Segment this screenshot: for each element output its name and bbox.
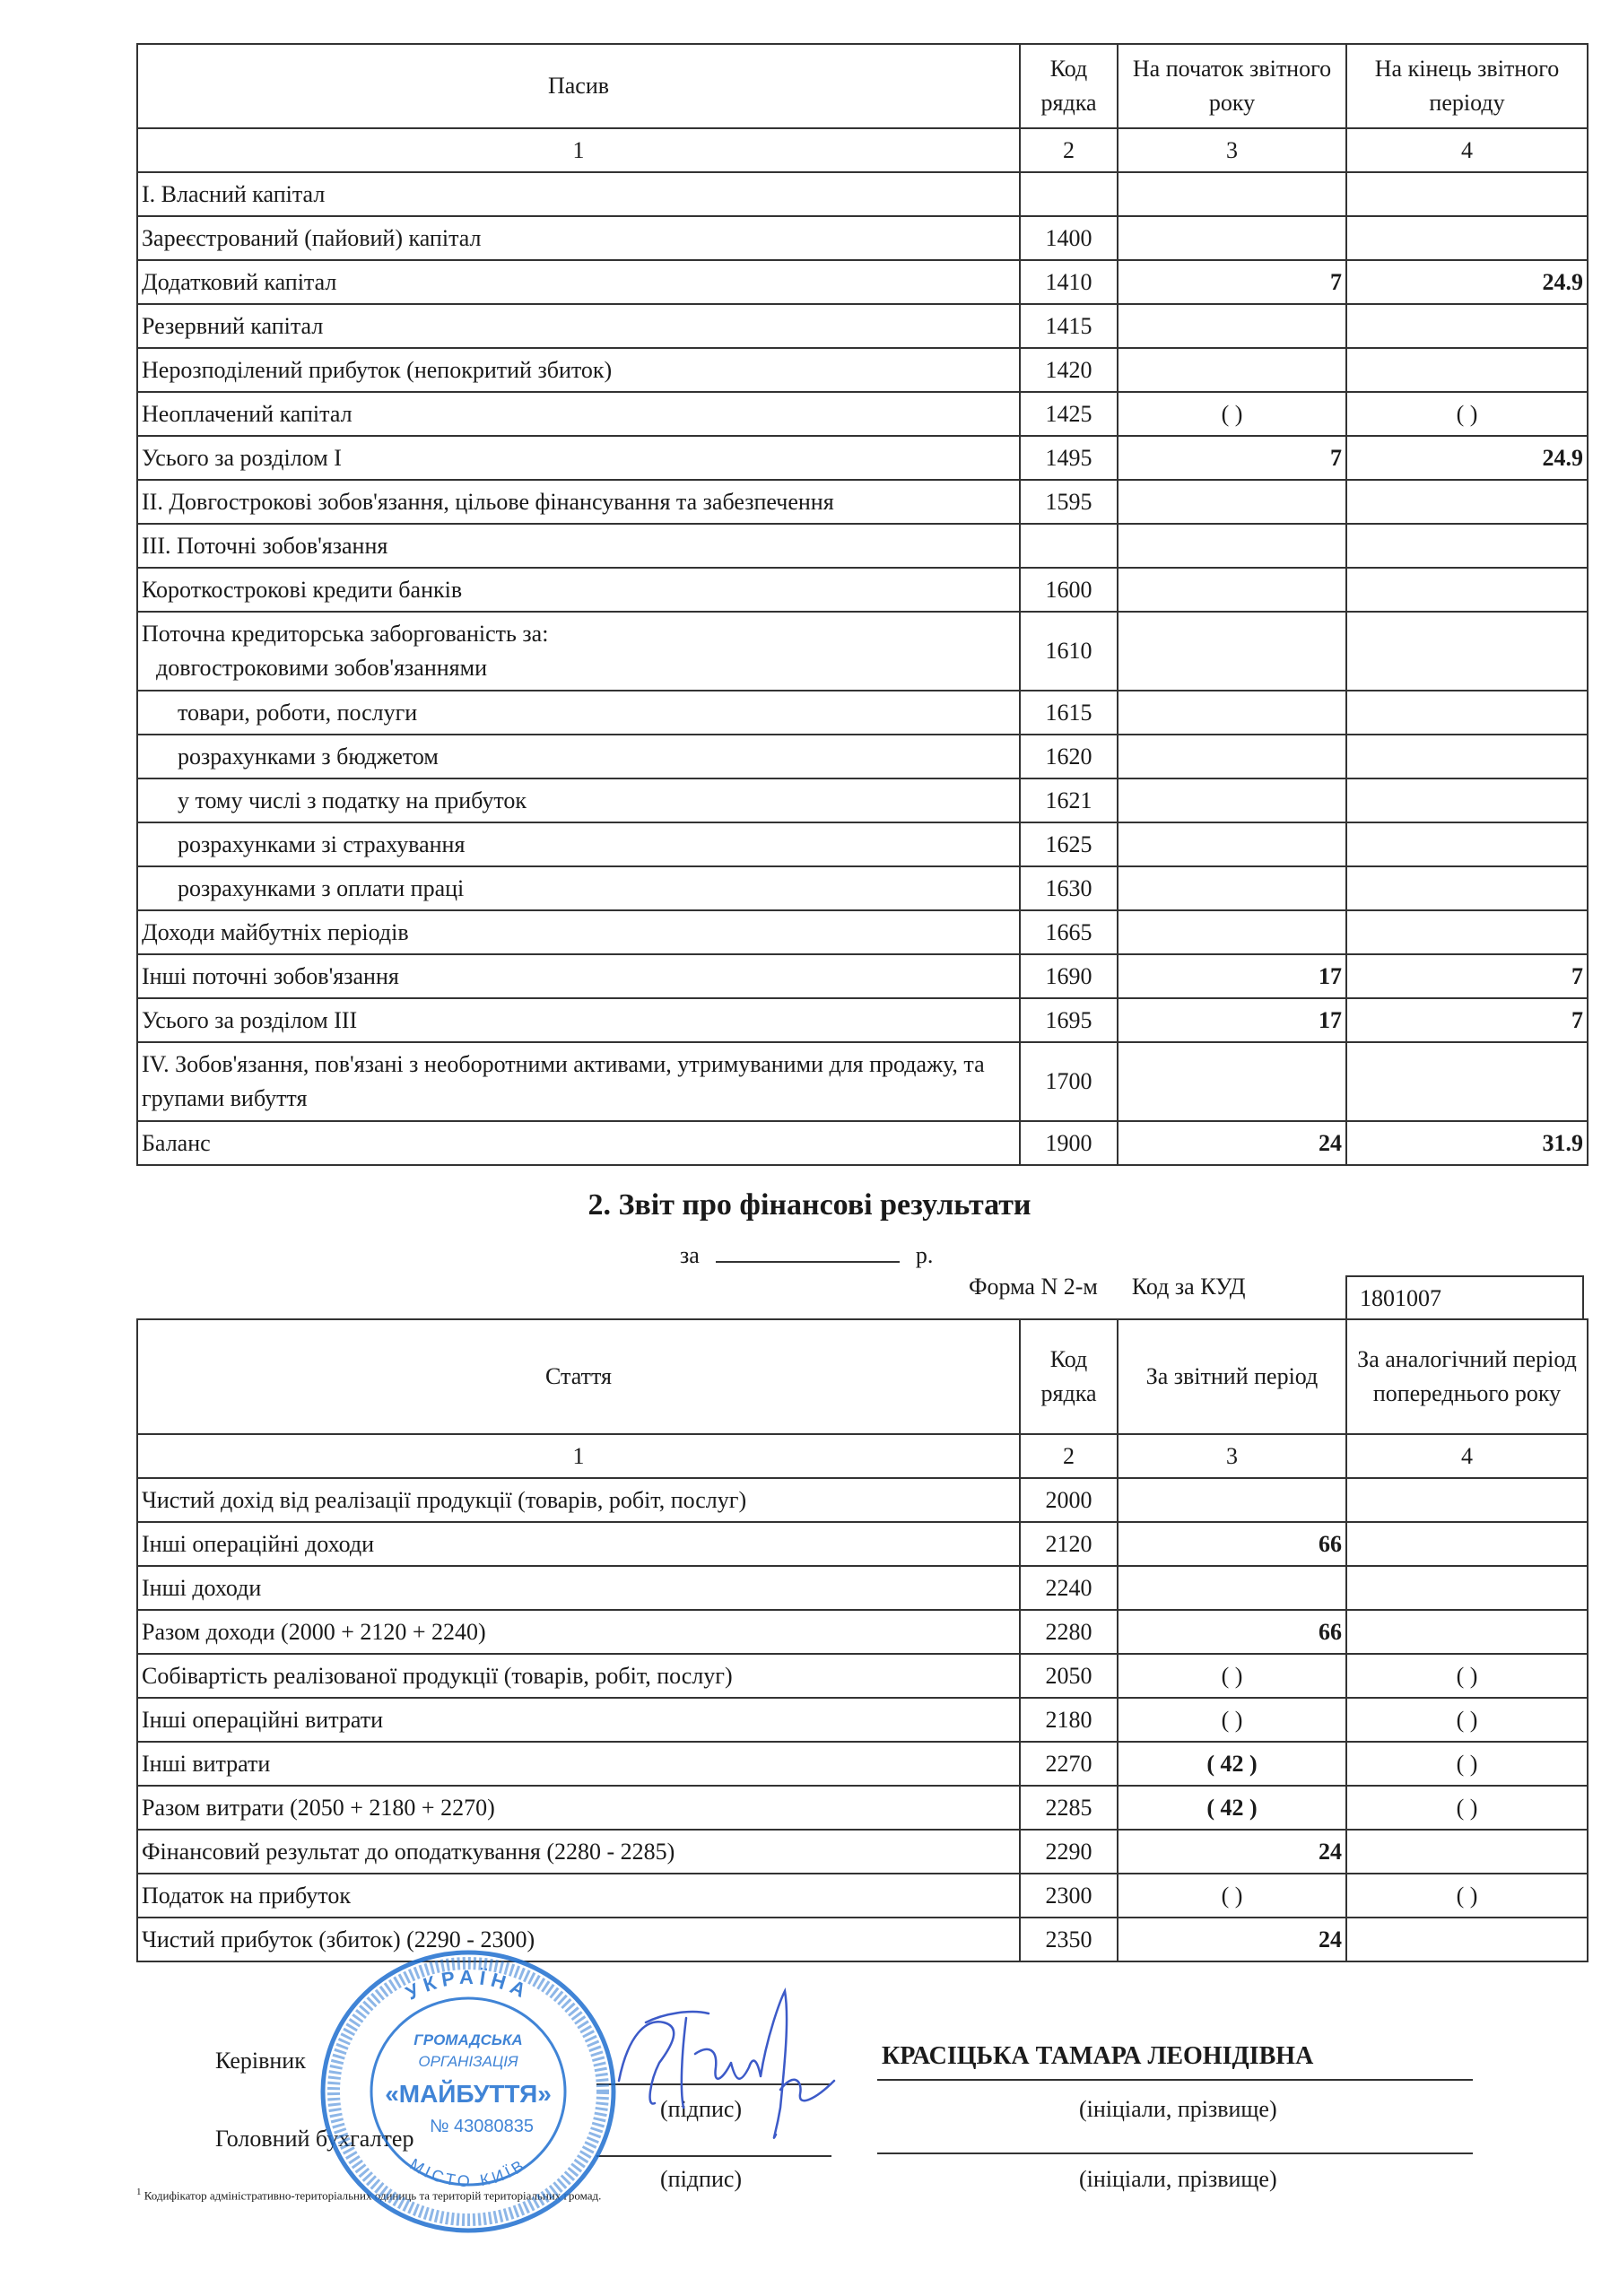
accountant-label: Головний бухгалтер <box>215 2126 414 2152</box>
row-end <box>1346 778 1588 822</box>
row-name: Інші доходи <box>137 1566 1020 1610</box>
table-row <box>137 866 1588 910</box>
row-start <box>1118 348 1346 392</box>
row-name: Податок на прибуток <box>137 1874 1020 1918</box>
row-previous <box>1346 1918 1588 1961</box>
table-row <box>137 480 1588 524</box>
table-row <box>137 524 1588 568</box>
row-name: I. Власний капітал <box>137 172 1020 216</box>
svg-text:ГРОМАДСЬКА: ГРОМАДСЬКА <box>413 2031 523 2048</box>
table-row <box>137 998 1588 1042</box>
header-current: За звітний період <box>1118 1319 1346 1434</box>
row-code: 1400 <box>1020 216 1118 260</box>
row-current <box>1118 1478 1346 1522</box>
row-code: 1425 <box>1020 392 1118 436</box>
row-code: 1900 <box>1020 1121 1118 1165</box>
column-number-row <box>137 1434 1588 1478</box>
table-row <box>137 691 1588 735</box>
col-num-1: 1 <box>137 1434 1020 1478</box>
table-row <box>137 954 1588 998</box>
row-code: 1621 <box>1020 778 1118 822</box>
row-name: розрахунками з бюджетом <box>137 735 1020 778</box>
row-code <box>1020 172 1118 216</box>
row-name: II. Довгострокові зобов'язання, цільове фінансування та забезпечення <box>137 480 1020 524</box>
svg-text:МІСТО КИЇВ: МІСТО КИЇВ <box>406 2154 530 2191</box>
table-row <box>137 1566 1588 1610</box>
table-row <box>137 172 1588 216</box>
table-header-row <box>137 1319 1588 1434</box>
table-row <box>137 436 1588 480</box>
row-code: 1420 <box>1020 348 1118 392</box>
row-start <box>1118 216 1346 260</box>
table-row <box>137 1742 1588 1786</box>
director-signature-caption: (підпис) <box>660 2096 743 2122</box>
row-previous <box>1346 1478 1588 1522</box>
row-name: Фінансовий результат до оподаткування (2280 - 2285) <box>137 1830 1020 1874</box>
row-name: IV. Зобов'язання, пов'язані з необоротними активами, утримуваними для продажу, та групами вибуття <box>137 1042 1020 1121</box>
row-current: 66 <box>1118 1522 1346 1566</box>
row-code: 1690 <box>1020 954 1118 998</box>
row-code: 2285 <box>1020 1786 1118 1830</box>
row-code: 2050 <box>1020 1654 1118 1698</box>
col-num-2: 2 <box>1020 1434 1118 1478</box>
row-name: Усього за розділом I <box>137 436 1020 480</box>
table-row <box>137 260 1588 304</box>
row-name: Інші витрати <box>137 1742 1020 1786</box>
table-row <box>137 392 1588 436</box>
row-end <box>1346 910 1588 954</box>
row-code: 2120 <box>1020 1522 1118 1566</box>
header-end: На кінець звітного періоду <box>1346 44 1588 128</box>
row-name: Короткострокові кредити банків <box>137 568 1020 612</box>
row-start <box>1118 910 1346 954</box>
row-name-line2: довгостроковими зобов'язаннями <box>156 655 487 681</box>
row-code: 1665 <box>1020 910 1118 954</box>
row-previous <box>1346 1522 1588 1566</box>
row-code: 2280 <box>1020 1610 1118 1654</box>
row-name: Разом доходи (2000 + 2120 + 2240) <box>137 1610 1020 1654</box>
row-previous: ( ) <box>1346 1786 1588 1830</box>
row-start <box>1118 568 1346 612</box>
row-code: 1700 <box>1020 1042 1118 1121</box>
row-current: ( 42 ) <box>1118 1742 1346 1786</box>
svg-text:№ 43080835: № 43080835 <box>430 2117 534 2136</box>
row-code: 1415 <box>1020 304 1118 348</box>
row-code: 1595 <box>1020 480 1118 524</box>
svg-text:«МАЙБУТТЯ»: «МАЙБУТТЯ» <box>385 2080 552 2108</box>
accountant-signature-caption: (підпис) <box>660 2166 743 2192</box>
row-name: розрахунками з оплати праці <box>137 866 1020 910</box>
row-previous <box>1346 1610 1588 1654</box>
row-name: Інші поточні зобов'язання <box>137 954 1020 998</box>
row-code: 2290 <box>1020 1830 1118 1874</box>
col-num-2: 2 <box>1020 128 1118 172</box>
header-liability: Пасив <box>137 44 1020 128</box>
row-end: 7 <box>1346 954 1588 998</box>
row-name <box>137 612 1020 691</box>
row-end <box>1346 735 1588 778</box>
table-row <box>137 1830 1588 1874</box>
row-name: Чистий прибуток (збиток) (2290 - 2300) <box>137 1918 1020 1961</box>
row-current: ( ) <box>1118 1874 1346 1918</box>
row-end <box>1346 866 1588 910</box>
organization-stamp-icon <box>316 1948 621 2235</box>
accountant-name-caption: (ініціали, прізвище) <box>1079 2166 1277 2192</box>
kud-label: Код за КУД <box>1131 1274 1246 1300</box>
table-row-total <box>137 1121 1588 1165</box>
row-name: Нерозподілений прибуток (непокритий збиток) <box>137 348 1020 392</box>
period-line <box>680 1242 933 1269</box>
table-row <box>137 568 1588 612</box>
row-name: Інші операційні витрати <box>137 1698 1020 1742</box>
row-code: 2000 <box>1020 1478 1118 1522</box>
row-name: Додатковий капітал <box>137 260 1020 304</box>
row-current: 24 <box>1118 1918 1346 1961</box>
form-info <box>969 1274 1280 1300</box>
row-code: 2300 <box>1020 1874 1118 1918</box>
row-code: 1610 <box>1020 612 1118 691</box>
period-suffix: р. <box>915 1242 934 1268</box>
row-name: Доходи майбутніх періодів <box>137 910 1020 954</box>
period-prefix: за <box>680 1242 700 1268</box>
row-start <box>1118 822 1346 866</box>
table-row <box>137 910 1588 954</box>
director-label: Керівник <box>215 2048 306 2074</box>
row-code: 1620 <box>1020 735 1118 778</box>
header-item: Стаття <box>137 1319 1020 1434</box>
col-num-3: 3 <box>1118 128 1346 172</box>
footnote-marker: 1 <box>136 2187 142 2197</box>
row-name: Усього за розділом III <box>137 998 1020 1042</box>
row-code <box>1020 524 1118 568</box>
row-end: 24.9 <box>1346 260 1588 304</box>
row-name: Інші операційні доходи <box>137 1522 1020 1566</box>
col-num-3: 3 <box>1118 1434 1346 1478</box>
table-row <box>137 348 1588 392</box>
col-num-4: 4 <box>1346 1434 1588 1478</box>
row-name: Неоплачений капітал <box>137 392 1020 436</box>
row-start <box>1118 866 1346 910</box>
handwritten-signature-icon <box>610 1982 861 2161</box>
row-previous: ( ) <box>1346 1874 1588 1918</box>
income-statement-table <box>136 1318 1589 1962</box>
row-previous: ( ) <box>1346 1742 1588 1786</box>
table-row <box>137 1786 1588 1830</box>
row-name: Резервний капітал <box>137 304 1020 348</box>
row-end <box>1346 1042 1588 1121</box>
row-end: ( ) <box>1346 392 1588 436</box>
table-row <box>137 778 1588 822</box>
row-end <box>1346 304 1588 348</box>
row-end <box>1346 612 1588 691</box>
row-start: 17 <box>1118 998 1346 1042</box>
row-end: 7 <box>1346 998 1588 1042</box>
row-start: 7 <box>1118 436 1346 480</box>
row-start: 7 <box>1118 260 1346 304</box>
table-row <box>137 304 1588 348</box>
row-name: Зареєстрований (пайовий) капітал <box>137 216 1020 260</box>
row-name: розрахунками зі страхування <box>137 822 1020 866</box>
row-end <box>1346 822 1588 866</box>
row-start <box>1118 778 1346 822</box>
row-code: 1630 <box>1020 866 1118 910</box>
col-num-1: 1 <box>137 128 1020 172</box>
director-name-line <box>877 2079 1473 2081</box>
header-code: Код рядка <box>1020 44 1118 128</box>
kud-code-box: 1801007 <box>1345 1275 1584 1318</box>
row-end <box>1346 480 1588 524</box>
row-code: 1410 <box>1020 260 1118 304</box>
row-end <box>1346 568 1588 612</box>
row-start <box>1118 480 1346 524</box>
row-start: 24 <box>1118 1121 1346 1165</box>
row-start <box>1118 304 1346 348</box>
row-start <box>1118 735 1346 778</box>
row-start <box>1118 172 1346 216</box>
row-current <box>1118 1566 1346 1610</box>
row-end <box>1346 691 1588 735</box>
row-code: 2240 <box>1020 1566 1118 1610</box>
table-row <box>137 1522 1588 1566</box>
table-header-row <box>137 44 1588 128</box>
table-row <box>137 1874 1588 1918</box>
row-previous: ( ) <box>1346 1698 1588 1742</box>
director-name: КРАСІЦЬКА ТАМАРА ЛЕОНІДІВНА <box>882 2042 1314 2070</box>
header-code: Код рядка <box>1020 1319 1118 1434</box>
row-name: III. Поточні зобов'язання <box>137 524 1020 568</box>
row-end <box>1346 172 1588 216</box>
row-end <box>1346 216 1588 260</box>
row-name: Разом витрати (2050 + 2180 + 2270) <box>137 1786 1020 1830</box>
row-previous: ( ) <box>1346 1654 1588 1698</box>
row-start <box>1118 524 1346 568</box>
table-row <box>137 1654 1588 1698</box>
section-title: 2. Звіт про фінансові результати <box>588 1188 1031 1222</box>
table-row <box>137 216 1588 260</box>
row-code: 2270 <box>1020 1742 1118 1786</box>
row-name: Собівартість реалізованої продукції (товарів, робіт, послуг) <box>137 1654 1020 1698</box>
row-end <box>1346 348 1588 392</box>
row-name: Чистий дохід від реалізації продукції (товарів, робіт, послуг) <box>137 1478 1020 1522</box>
row-code: 1615 <box>1020 691 1118 735</box>
row-current: ( 42 ) <box>1118 1786 1346 1830</box>
balance-liabilities-table <box>136 43 1589 1166</box>
row-end: 24.9 <box>1346 436 1588 480</box>
row-current: 24 <box>1118 1830 1346 1874</box>
header-start: На початок звітного року <box>1118 44 1346 128</box>
row-start: 17 <box>1118 954 1346 998</box>
row-name: у тому числі з податку на прибуток <box>137 778 1020 822</box>
row-name-line1: Поточна кредиторська заборгованість за: <box>142 621 549 648</box>
svg-text:УКРАЇНА: УКРАЇНА <box>402 1965 535 2005</box>
row-previous <box>1346 1830 1588 1874</box>
col-num-4: 4 <box>1346 128 1588 172</box>
table-row <box>137 1698 1588 1742</box>
period-field[interactable] <box>716 1243 900 1263</box>
row-previous <box>1346 1566 1588 1610</box>
row-start <box>1118 1042 1346 1121</box>
form-label: Форма N 2-м <box>969 1274 1098 1300</box>
row-name: Баланс <box>137 1121 1020 1165</box>
row-start: ( ) <box>1118 392 1346 436</box>
row-end: 31.9 <box>1346 1121 1588 1165</box>
row-end <box>1346 524 1588 568</box>
row-code: 1600 <box>1020 568 1118 612</box>
svg-text:ОРГАНІЗАЦІЯ: ОРГАНІЗАЦІЯ <box>418 2053 518 2070</box>
row-current: 66 <box>1118 1610 1346 1654</box>
row-current: ( ) <box>1118 1654 1346 1698</box>
table-row <box>137 822 1588 866</box>
accountant-name-line <box>877 2152 1473 2154</box>
table-row <box>137 735 1588 778</box>
row-code: 2350 <box>1020 1918 1118 1961</box>
table-row <box>137 612 1588 691</box>
table-row <box>137 1478 1588 1522</box>
column-number-row <box>137 128 1588 172</box>
row-start <box>1118 691 1346 735</box>
footnote-text: Кодифікатор адміністративно-територіальних одиниць та територій територіальних громад. <box>144 2188 602 2203</box>
row-code: 1695 <box>1020 998 1118 1042</box>
row-code: 1495 <box>1020 436 1118 480</box>
row-code: 2180 <box>1020 1698 1118 1742</box>
row-current: ( ) <box>1118 1698 1346 1742</box>
table-row <box>137 1610 1588 1654</box>
row-code: 1625 <box>1020 822 1118 866</box>
table-row <box>137 1042 1588 1121</box>
row-start <box>1118 612 1346 691</box>
row-name: товари, роботи, послуги <box>137 691 1020 735</box>
director-name-caption: (ініціали, прізвище) <box>1079 2096 1277 2122</box>
header-previous: За аналогічний період попереднього року <box>1346 1319 1588 1434</box>
